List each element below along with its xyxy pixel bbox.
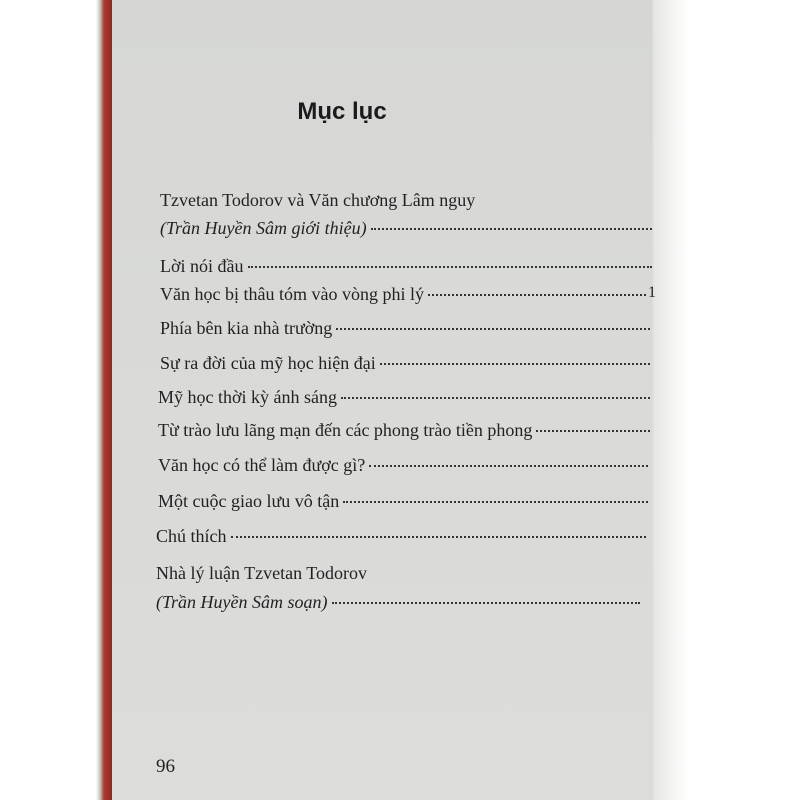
toc-entry-label: Từ trào lưu lãng mạn đến các phong trào tiền phong bbox=[158, 420, 533, 440]
leader-dots bbox=[536, 430, 650, 432]
toc-entry-outro-title: Nhà lý luận Tzvetan Todorov bbox=[156, 563, 368, 583]
toc-entry-label: Một cuộc giao lưu vô tận bbox=[158, 491, 340, 511]
toc-entry-intro bbox=[160, 218, 652, 239]
toc-heading: Mục lục bbox=[297, 98, 387, 125]
toc-entry-intro-title: Tzvetan Todorov và Văn chương Lâm nguy bbox=[160, 190, 476, 210]
toc-entry-label: Sự ra đời của mỹ học hiện đại bbox=[160, 353, 376, 373]
toc-entry-outro-subtitle: (Trần Huyền Sâm soạn) bbox=[156, 592, 328, 612]
leader-dots bbox=[428, 294, 646, 296]
toc-entry-intro-subtitle: (Trần Huyền Sâm giới thiệu) bbox=[160, 218, 367, 238]
toc-entry-label: Văn học có thể làm được gì? bbox=[158, 455, 366, 475]
leader-dots bbox=[332, 602, 641, 604]
toc-entry bbox=[160, 256, 652, 277]
toc-entry bbox=[158, 491, 648, 512]
book-edge-left bbox=[0, 0, 118, 800]
leader-dots bbox=[341, 397, 650, 399]
toc-entry-label: Chú thích bbox=[156, 526, 227, 546]
leader-dots bbox=[336, 328, 650, 330]
toc-entry bbox=[158, 420, 650, 441]
leader-dots bbox=[380, 363, 650, 365]
toc-entry-label: Văn học bị thâu tóm vào vòng phi lý bbox=[160, 284, 424, 304]
leader-dots bbox=[371, 228, 652, 230]
toc-entry bbox=[160, 353, 650, 374]
leader-dots bbox=[343, 501, 648, 503]
book-page bbox=[112, 0, 656, 800]
toc-entry-label: Phía bên kia nhà trường bbox=[160, 318, 333, 338]
toc-entry-label: Lời nói đầu bbox=[160, 256, 244, 276]
toc-entry-label: Mỹ học thời kỳ ánh sáng bbox=[158, 387, 337, 407]
toc-page-fragment: 1 bbox=[648, 284, 656, 301]
leader-dots bbox=[248, 266, 652, 268]
table-of-contents bbox=[112, 0, 656, 800]
toc-entry-outro bbox=[156, 592, 640, 613]
toc-entry bbox=[158, 387, 650, 408]
leader-dots bbox=[231, 536, 647, 538]
page-number: 96 bbox=[156, 756, 175, 777]
toc-entry bbox=[156, 526, 646, 547]
toc-entry bbox=[160, 284, 646, 305]
leader-dots bbox=[369, 465, 648, 467]
toc-entry bbox=[160, 318, 650, 339]
background-right bbox=[648, 0, 800, 800]
toc-entry bbox=[158, 455, 648, 476]
